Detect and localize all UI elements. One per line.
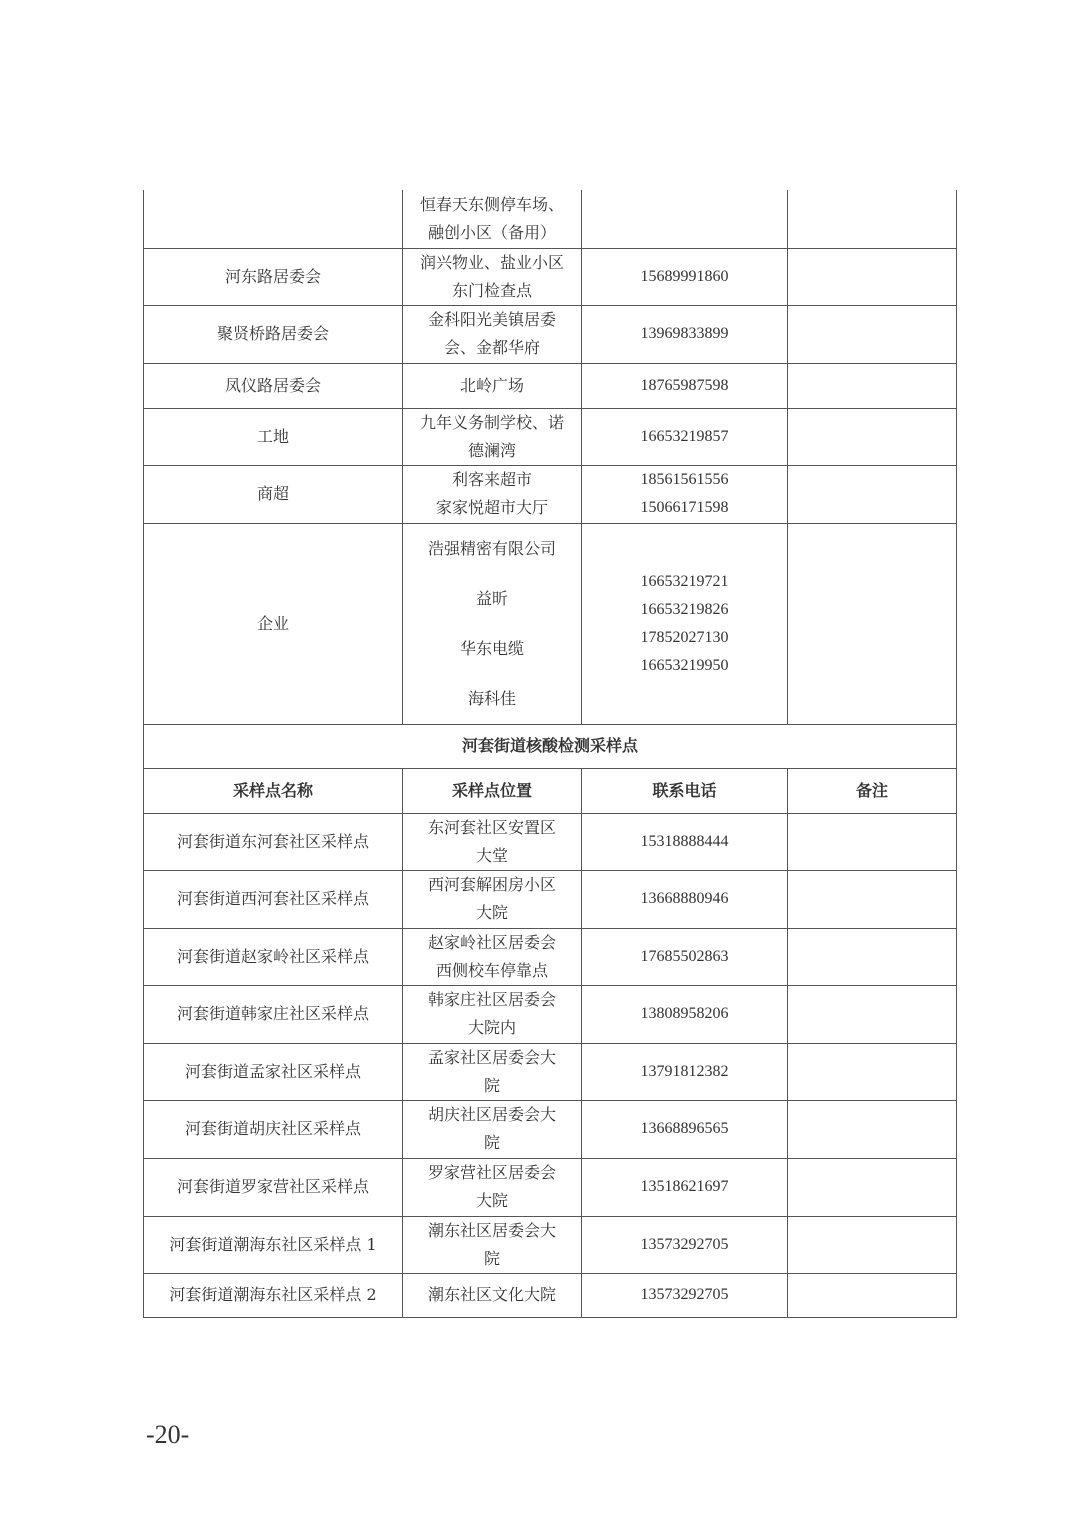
site-location-cell-line: 潮东社区居委会大 [427, 1220, 556, 1240]
note-cell [788, 1273, 957, 1317]
phone-cell-line: 16653219721 [640, 572, 729, 590]
site-location-cell [403, 870, 582, 928]
phone-cell: 13668896565 [582, 1100, 788, 1158]
site-location-cell-line: 华东电缆 [459, 638, 524, 658]
site-name-cell: 企业 [144, 523, 403, 724]
note-cell [788, 813, 957, 870]
table-row [144, 248, 957, 305]
note-cell [788, 1216, 957, 1273]
note-cell [788, 985, 957, 1043]
site-name-cell: 河套街道胡庆社区采样点 [144, 1100, 403, 1158]
note-cell [788, 523, 957, 724]
phone-cell-line: 16653219857 [640, 427, 729, 445]
note-cell [788, 1043, 957, 1100]
note-cell [788, 465, 957, 523]
note-cell [788, 870, 957, 928]
site-location-cell-line: 东门检查点 [451, 280, 532, 300]
page-number: -20- [146, 1420, 190, 1449]
site-location-cell-line: 西河套解困房小区 [427, 875, 556, 894]
site-name-cell: 河套街道东河套社区采样点 [144, 813, 403, 870]
site-location-cell [403, 1273, 582, 1317]
sampling-points-table [143, 190, 957, 1318]
site-location-cell-line: 家家悦超市大厅 [435, 498, 548, 517]
site-location-cell [403, 1043, 582, 1100]
site-name-cell: 工地 [144, 408, 403, 465]
phone-cell-line: 15689991860 [640, 267, 729, 285]
site-location-cell [403, 363, 582, 408]
table-row [144, 1216, 957, 1273]
phone-cell [582, 190, 788, 248]
site-name-cell: 河套街道赵家岭社区采样点 [144, 928, 403, 985]
note-cell [788, 1100, 957, 1158]
table-row [144, 408, 957, 465]
site-location-cell [403, 523, 582, 724]
site-location-cell-line: 院 [483, 1075, 500, 1095]
phone-cell-line: 15066171598 [640, 499, 729, 516]
site-location-cell-line: 德澜湾 [467, 440, 516, 460]
site-location-cell [403, 408, 582, 465]
phone-cell [582, 465, 788, 523]
site-location-cell-line: 大院 [475, 903, 508, 922]
site-location-cell-line: 润兴物业、盐业小区 [419, 252, 564, 272]
site-location-cell-line: 北岭广场 [459, 375, 524, 395]
note-cell [788, 305, 957, 363]
phone-cell-line: 16653219950 [640, 656, 729, 674]
site-location-cell [403, 248, 582, 305]
phone-cell: 13668880946 [582, 870, 788, 928]
column-header: 备注 [788, 768, 957, 813]
phone-cell [582, 248, 788, 305]
phone-cell: 13791812382 [582, 1043, 788, 1100]
table-row [144, 190, 957, 248]
note-cell [788, 363, 957, 408]
site-location-cell-line: 金科阳光美镇居委 [427, 310, 556, 329]
site-location-cell-line: 大院内 [467, 1018, 516, 1037]
site-location-cell-line: 孟家社区居委会大 [427, 1047, 556, 1067]
note-cell [788, 408, 957, 465]
site-location-cell [403, 1216, 582, 1273]
site-name-cell: 凤仪路居委会 [144, 363, 403, 408]
note-cell [788, 1158, 957, 1216]
site-location-cell [403, 928, 582, 985]
site-location-cell-line: 韩家庄社区居委会 [427, 990, 556, 1009]
phone-cell: 13573292705 [582, 1273, 788, 1317]
phone-cell [582, 305, 788, 363]
phone-cell-line: 18561561556 [640, 471, 729, 488]
phone-cell-line: 13969833899 [640, 325, 729, 342]
note-cell [788, 248, 957, 305]
phone-cell-line: 17852027130 [640, 628, 729, 646]
column-header: 采样点位置 [403, 768, 582, 813]
phone-cell [582, 408, 788, 465]
site-name-cell: 河套街道潮海东社区采样点 1 [144, 1216, 403, 1273]
phone-cell-line: 18765987598 [640, 376, 729, 394]
phone-cell: 15318888444 [582, 813, 788, 870]
table-row [144, 363, 957, 408]
site-location-cell-line: 东河套社区安置区 [427, 817, 556, 837]
site-location-cell-line: 海科佳 [467, 688, 516, 708]
table-row [144, 985, 957, 1043]
site-name-cell: 河东路居委会 [144, 248, 403, 305]
phone-cell: 17685502863 [582, 928, 788, 985]
phone-cell: 13808958206 [582, 985, 788, 1043]
phone-cell [582, 363, 788, 408]
table-row [144, 465, 957, 523]
site-name-cell: 商超 [144, 465, 403, 523]
site-location-cell-line: 融创小区（备用） [427, 222, 556, 242]
site-location-cell-line: 九年义务制学校、诺 [419, 412, 564, 432]
site-location-cell-line: 赵家岭社区居委会 [427, 932, 556, 952]
site-location-cell-line: 益昕 [475, 588, 508, 608]
site-location-cell-line: 浩强精密有限公司 [427, 538, 556, 558]
table-row [144, 1043, 957, 1100]
site-location-cell [403, 190, 582, 248]
site-location-cell-line: 西侧校车停靠点 [435, 960, 548, 980]
site-location-cell-line: 恒春天东侧停车场、 [419, 194, 564, 214]
table-row-enterprise [144, 523, 957, 724]
site-location-cell [403, 1100, 582, 1158]
site-name-cell: 河套街道潮海东社区采样点 2 [144, 1273, 403, 1317]
table-row [144, 305, 957, 363]
header-row [144, 768, 957, 813]
site-location-cell [403, 465, 582, 523]
site-name-cell: 聚贤桥路居委会 [144, 305, 403, 363]
site-location-cell [403, 1158, 582, 1216]
site-location-cell-line: 院 [483, 1133, 500, 1152]
site-location-cell-line: 大堂 [475, 845, 508, 865]
table-row [144, 1158, 957, 1216]
phone-cell [582, 523, 788, 724]
site-location-cell-line: 罗家营社区居委会 [427, 1163, 556, 1182]
site-location-cell [403, 985, 582, 1043]
site-location-cell-line: 胡庆社区居委会大 [427, 1105, 556, 1124]
site-name-cell: 河套街道罗家营社区采样点 [144, 1158, 403, 1216]
column-header: 联系电话 [582, 768, 788, 813]
table-row [144, 1273, 957, 1317]
table-row [144, 870, 957, 928]
site-location-cell [403, 813, 582, 870]
note-cell [788, 190, 957, 248]
site-location-cell-line: 潮东社区文化大院 [427, 1285, 556, 1304]
site-name-cell: 河套街道西河套社区采样点 [144, 870, 403, 928]
site-location-cell-line: 院 [483, 1248, 500, 1268]
note-cell [788, 928, 957, 985]
section-title: 河套街道核酸检测采样点 [144, 724, 957, 768]
column-header: 采样点名称 [144, 768, 403, 813]
site-name-cell: 河套街道韩家庄社区采样点 [144, 985, 403, 1043]
site-location-cell-line: 大院 [475, 1191, 508, 1210]
section-title-row [144, 724, 957, 768]
site-name-cell [144, 190, 403, 248]
site-location-cell-line: 利客来超市 [451, 470, 532, 489]
site-location-cell [403, 305, 582, 363]
phone-cell: 13573292705 [582, 1216, 788, 1273]
site-name-cell: 河套街道孟家社区采样点 [144, 1043, 403, 1100]
phone-cell: 13518621697 [582, 1158, 788, 1216]
table-row [144, 928, 957, 985]
table-row [144, 813, 957, 870]
site-location-cell-line: 会、金都华府 [443, 338, 540, 357]
table-row [144, 1100, 957, 1158]
phone-cell-line: 16653219826 [640, 600, 729, 618]
